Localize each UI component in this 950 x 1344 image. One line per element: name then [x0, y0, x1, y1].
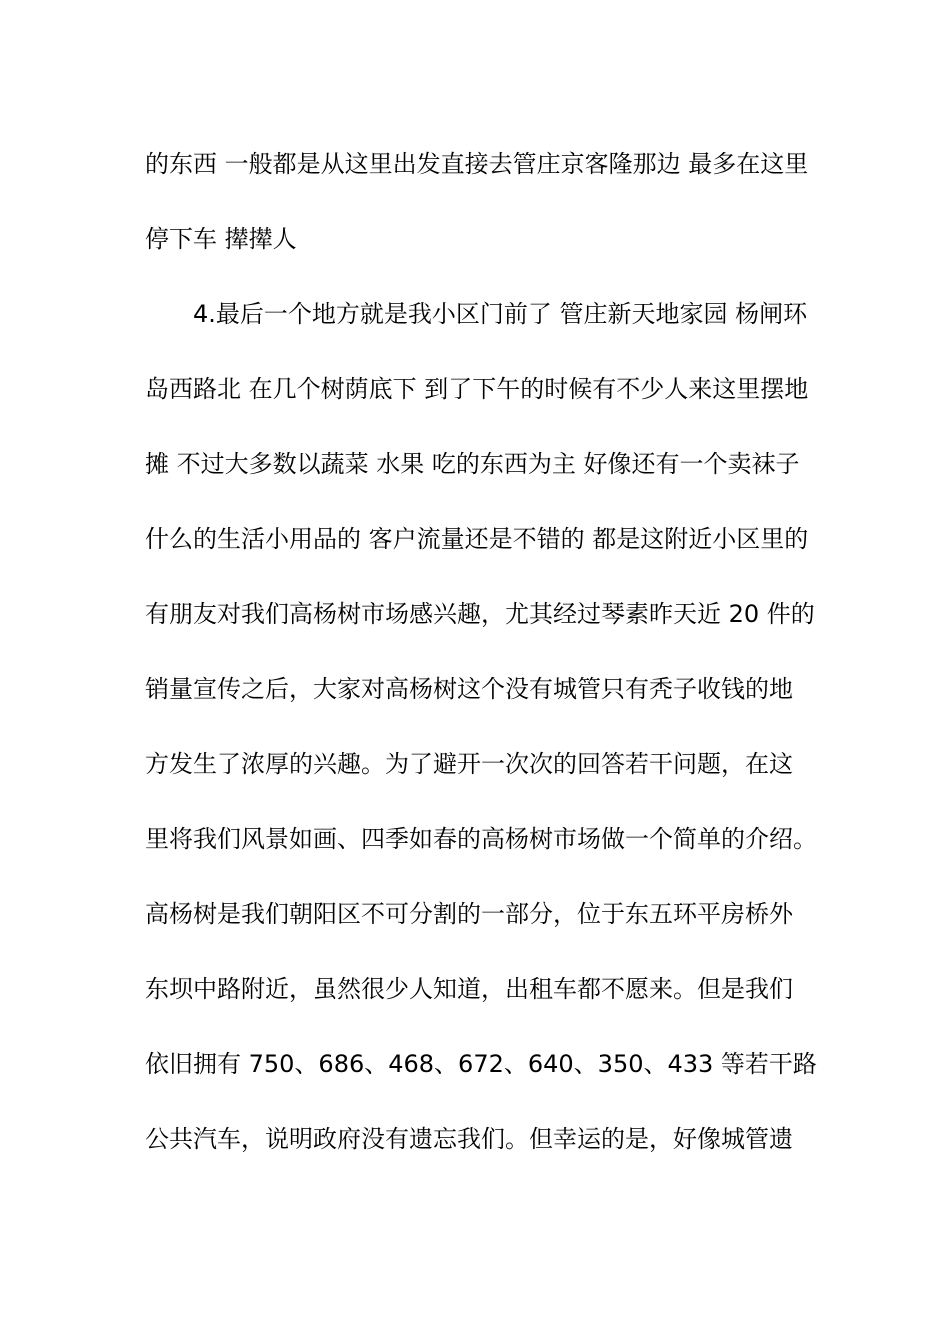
- text-line: 销量宣传之后，大家对高杨树这个没有城管只有秃子收钱的地: [145, 675, 793, 703]
- body-text: [145, 127, 825, 1177]
- text-line: 有朋友对我们高杨树市场感兴趣，尤其经过琴素昨天近 20 件的: [145, 600, 815, 628]
- text-line: 公共汽车，说明政府没有遗忘我们。但幸运的是，好像城管遗: [145, 1125, 793, 1153]
- text-line: 4.最后一个地方就是我小区门前了 管庄新天地家园 杨闸环: [193, 300, 808, 328]
- text-line: 岛西路北 在几个树荫底下 到了下午的时候有不少人来这里摆地: [145, 375, 809, 403]
- text-line: 东坝中路附近，虽然很少人知道，出租车都不愿来。但是我们: [145, 975, 793, 1003]
- text-line: 摊 不过大多数以蔬菜 水果 吃的东西为主 好像还有一个卖袜子: [145, 450, 800, 478]
- text-line: 什么的生活小用品的 客户流量还是不错的 都是这附近小区里的: [145, 525, 809, 553]
- text-line: 高杨树是我们朝阳区不可分割的一部分，位于东五环平房桥外: [145, 900, 793, 928]
- text-line: 方发生了浓厚的兴趣。为了避开一次次的回答若干问题，在这: [145, 750, 793, 778]
- text-line: 停下车 撵撵人: [145, 225, 297, 253]
- text-line: 依旧拥有 750、686、468、672、640、350、433 等若干路: [145, 1050, 817, 1078]
- text-line: 的东西 一般都是从这里出发直接去管庄京客隆那边 最多在这里: [145, 150, 809, 178]
- text-line: 里将我们风景如画、四季如春的高杨树市场做一个简单的介绍。: [145, 825, 817, 853]
